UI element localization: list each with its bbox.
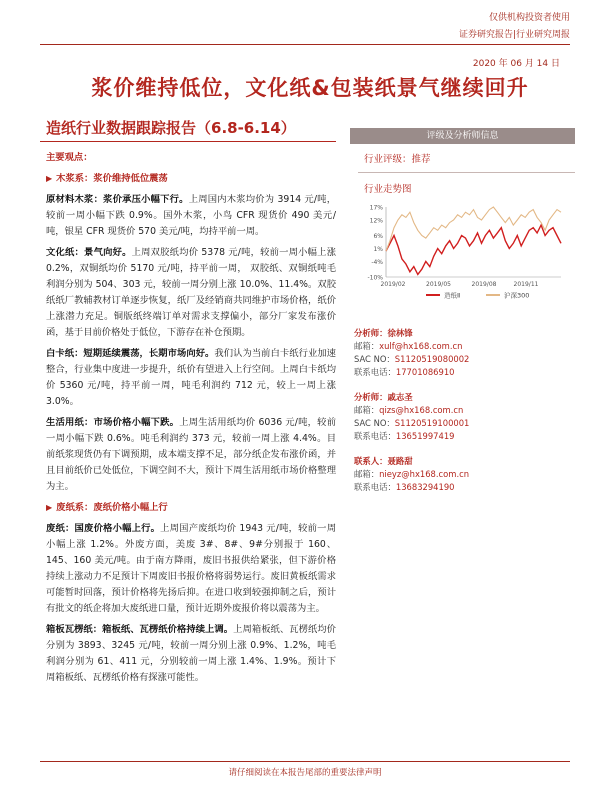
sac-label: SAC NO： — [354, 418, 395, 428]
industry-rating — [358, 144, 575, 173]
paragraph-corrugated — [46, 622, 336, 686]
analyst-role: 分析师： — [354, 328, 388, 338]
header-divider — [40, 44, 570, 45]
analyst-card — [354, 391, 575, 443]
trend-chart — [356, 199, 575, 313]
contact-phone: 13683294190 — [395, 482, 455, 492]
analyst-sac: S1120519100001 — [394, 418, 470, 428]
paragraph-lead: 废纸：国废价格小幅上行。 — [46, 523, 161, 534]
legal-notice-footer: 请仔细阅读在本报告尾部的重要法律声明 — [40, 761, 570, 778]
triangle-bullet-icon: ▶ — [46, 503, 53, 512]
analyst-phone: 13651997419 — [395, 431, 455, 441]
paragraph-text: 上周箱板纸、瓦楞纸均价分别为 3893、3245 元/吨，较前一周分别上涨 0.9%、1.2%，吨毛利润分别为 61、411 元，分别较前一周上涨 1.4%、1.9%。预计下周箱板纸、瓦楞纸价格有探涨可能性。 — [46, 624, 336, 683]
paragraph-household-paper — [46, 415, 336, 495]
section-heading-wood-pulp — [46, 171, 336, 187]
paragraph-white-card — [46, 346, 336, 410]
report-subtitle: 造纸行业数据跟踪报告（6.8-6.14） — [46, 119, 296, 137]
analyst-sac: S1120519080002 — [394, 354, 470, 364]
series-line — [386, 225, 561, 274]
sac-label: SAC NO： — [354, 354, 395, 364]
paragraph-text: 我们认为当前白卡纸行业加速整合，行业集中度进一步提升，纸价有望进入上行空间。上周白卡纸均价 5360 元/吨，持平前一周，吨毛利润约 712 元，较上一周上涨 3.0%。 — [46, 348, 336, 407]
trend-chart-title: 行业走势图 — [364, 184, 412, 195]
paragraph-text: 上周生活用纸均价 6036 元/吨，较前一周小幅下跌 0.6%。吨毛利润约 373 元，较前一周上涨 4.4%。目前纸浆现货仍有下调预期，成本端支撑不足，部分纸企发布涨价函，并且目前纸价已处低位，下调空间不大，预计下周生活用纸市场价格整理为主。 — [46, 417, 336, 492]
trend-chart-svg — [356, 199, 571, 309]
y-tick-label: -10% — [367, 274, 383, 282]
paragraph-lead: 原材料木浆：浆价承压小幅下行。 — [46, 194, 189, 205]
sidebar-header: 评级及分析师信息 — [350, 128, 575, 144]
paragraph-pulp — [46, 192, 336, 240]
section-heading-waste-paper — [46, 500, 336, 516]
email-label: 邮箱： — [354, 469, 380, 479]
x-tick-label: 2019/02 — [380, 281, 406, 288]
subtitle-divider — [40, 141, 336, 142]
main-points-heading: 主要观点： — [46, 152, 93, 163]
triangle-bullet-icon: ▶ — [46, 174, 53, 183]
paragraph-lead: 文化纸：景气向好。 — [46, 247, 132, 258]
rating-label: 行业评级： — [364, 154, 412, 165]
analyst-role: 分析师： — [354, 392, 388, 402]
y-tick-label: 17% — [369, 204, 383, 212]
paragraph-lead: 箱板瓦楞纸：箱板纸、瓦楞纸价格持续上调。 — [46, 624, 234, 635]
contact-email[interactable]: nieyz@hx168.com.cn — [379, 469, 470, 479]
x-tick-label: 2019/05 — [426, 281, 451, 288]
header-audience: 仅供机构投资者使用 — [488, 13, 570, 23]
analyst-email[interactable]: xulf@hx168.com.cn — [379, 341, 463, 351]
legend-label: 造纸Ⅱ — [444, 291, 461, 300]
analyst-email[interactable]: qizs@hx168.com.cn — [379, 405, 464, 415]
rating-value: 推荐 — [411, 154, 431, 165]
header-report-type: 证券研究报告|行业研究周报 — [458, 30, 570, 40]
phone-label: 联系电话： — [354, 367, 396, 377]
email-label: 邮箱： — [354, 405, 380, 415]
phone-label: 联系电话： — [354, 431, 396, 441]
paragraph-text: 上周国产废纸均价 1943 元/吨，较前一周小幅上涨 1.2%。外废方面，美废 3#、8#、9#分别报于 160、145、160 美元/吨。由于南方降雨，废旧书报供给紧张，但下游价格持续上涨动力不足预计下周废旧书报价格将弱势运行。废旧黄板纸需求可能暂时回落，预计价格将先扬后抑。在进口收到较强抑制之后，预计有批文的纸企将加大废纸进口量，预计近期外废报价将以震荡为主。 — [46, 523, 336, 614]
paragraph-waste-paper — [46, 521, 336, 617]
paragraph-culture-paper — [46, 245, 336, 341]
y-tick-label: 12% — [369, 217, 383, 225]
email-label: 邮箱： — [354, 341, 380, 351]
report-date: 2020 年 06 月 14 日 — [472, 59, 560, 69]
main-content — [46, 150, 336, 691]
contact-card — [354, 455, 575, 494]
legend-label: 沪深300 — [504, 291, 530, 300]
analyst-card — [354, 327, 575, 379]
y-tick-label: -4% — [371, 258, 383, 266]
contact-name: 聂路甜 — [387, 456, 413, 466]
contact-role: 联系人： — [354, 456, 388, 466]
paragraph-text: 上周国内木浆均价为 3914 元/吨，较前一周小幅下跌 0.9%。国外木浆，小鸟 CFR 现货价 490 美元/吨，银星 CFR 现货价 570 美元/吨，均持平前一周。 — [46, 194, 336, 237]
x-tick-label: 2019/11 — [513, 281, 539, 288]
x-tick-label: 2019/08 — [471, 281, 497, 288]
paragraph-text: 上周双胶纸均价 5378 元/吨，较前一周小幅上涨 0.2%，双铜纸均价 5170 元/吨，持平前一周， 双胶纸、双铜纸吨毛利润分别为 504、303 元，较前一周分别上涨 10.0%、11.4%。双胶纸纸厂教辅教材订单逐步恢复，纸厂及经销商共同维护市场价格，纸价上涨潜力充足。铜版纸终端订单对需求支撑偏小，部分厂家发布涨价函，基于目前价格处于低位，下游存在补仓预期。 — [46, 247, 336, 338]
report-title: 浆价维持低位，文化纸&包装纸景气继续回升 — [91, 76, 529, 100]
sidebar — [350, 128, 575, 506]
section-title: 木浆系：浆价维持低位震荡 — [56, 173, 168, 184]
analyst-name: 戚志圣 — [387, 392, 413, 402]
analyst-name: 徐林锋 — [387, 328, 413, 338]
section-title: 废纸系：废纸价格小幅上行 — [56, 502, 168, 513]
paragraph-lead: 生活用纸：市场价格小幅下跌。 — [46, 417, 180, 428]
paragraph-lead: 白卡纸：短期延续震荡，长期市场向好。 — [46, 348, 215, 359]
y-tick-label: 6% — [373, 233, 383, 241]
phone-label: 联系电话： — [354, 482, 396, 492]
analyst-list — [350, 327, 575, 494]
analyst-phone: 17701086910 — [395, 367, 455, 377]
y-tick-label: 1% — [373, 245, 383, 253]
